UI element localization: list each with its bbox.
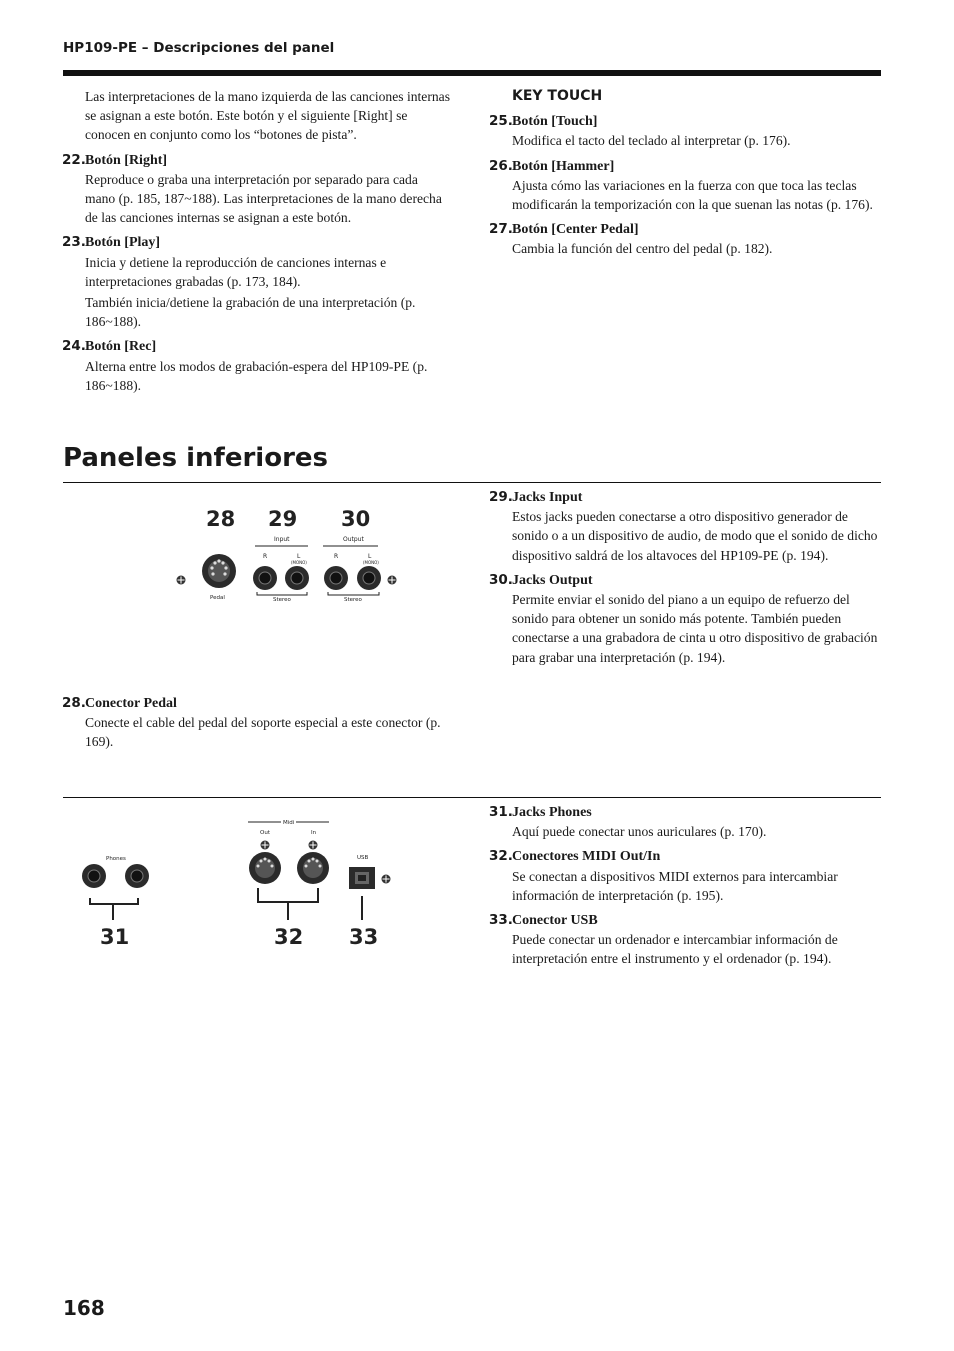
item-text: También inicia/detiene la grabación de una interpretación (p. 186~188). [85, 295, 416, 330]
item-text: Aquí puede conectar unos auriculares (p. 170). [512, 824, 767, 840]
mono-label: (MONO) [363, 560, 379, 565]
item-title: Botón [Center Pedal] [512, 222, 639, 238]
screw-icon [382, 875, 391, 884]
left-column-mid [62, 688, 450, 754]
r-label: R [263, 553, 268, 560]
pedal-connector-icon [202, 554, 236, 588]
item-number: 33. [489, 912, 513, 929]
in-label: In [311, 830, 317, 836]
item-22 [62, 151, 450, 228]
item-29 [489, 488, 880, 565]
key-touch-heading: KEY TOUCH [512, 88, 603, 104]
item-number: 23. [62, 234, 86, 251]
l-label: L [368, 553, 372, 560]
midi-in-connector-icon [297, 852, 329, 884]
output-label: Output [343, 536, 364, 543]
screw-icon [177, 576, 186, 585]
screw-icon [388, 576, 397, 585]
item-28 [62, 694, 450, 752]
callout-33: 33 [349, 925, 379, 949]
item-text: Estos jacks pueden conectarse a otro dispositivo generador de sonido o a un dispositivo de audio, de modo que el sonido de dicho dispositivo saldrá de los altavoces del HP109-PE (p. 194). [512, 509, 878, 563]
right-column-top [489, 87, 880, 261]
item-23 [62, 233, 450, 331]
midi-label: Midi [283, 820, 295, 826]
item-number: 26. [489, 157, 513, 174]
item-number: 28. [62, 695, 86, 711]
item-text: Conecte el cable del pedal del soporte especial a este conector (p. 169). [85, 715, 441, 750]
item-title: Conector USB [512, 913, 598, 929]
pedal-label: Pedal [210, 595, 225, 601]
callout-28: 28 [206, 507, 236, 531]
item-text: Modifica el tacto del teclado al interpretar (p. 176). [512, 133, 791, 149]
item-25 [489, 112, 880, 150]
midi-out-connector-icon [249, 852, 281, 884]
item-number: 22. [62, 151, 86, 168]
section-title: Paneles inferiores [63, 443, 329, 473]
item-number: 31. [489, 804, 513, 820]
output-jack-l-icon [357, 566, 381, 590]
callout-29: 29 [268, 507, 298, 531]
header-rule [63, 70, 881, 76]
right-column-bottom [489, 797, 880, 971]
intro-paragraph: Las interpretaciones de la mano izquierda de las canciones internas se asignan a este botón. Este botón y el siguiente [Right] se conocen en conjunto como los “botones de pista”. [85, 89, 450, 143]
item-text: Ajusta cómo las variaciones en la fuerza con que toca las teclas modificarán la temporización con la que suenan las notas (p. 176). [512, 177, 873, 213]
item-title: Jacks Output [512, 572, 593, 588]
input-jack-r-icon [253, 566, 277, 590]
screw-icon [261, 841, 270, 850]
mono-label: (MONO) [291, 560, 307, 565]
right-column-mid [489, 482, 880, 669]
bottom-panel-diagram-1 [160, 500, 420, 610]
item-text: Se conectan a dispositivos MIDI externos para intercambiar información de interpretación (p. 195). [512, 868, 838, 903]
item-number: 24. [62, 338, 86, 355]
page-number: 168 [63, 1296, 105, 1320]
stereo-label: Stereo [273, 597, 291, 603]
item-text: Alterna entre los modos de grabación-espera del HP109-PE (p. 186~188). [85, 358, 428, 393]
left-column-top [62, 87, 450, 397]
callout-32: 32 [274, 925, 304, 949]
phones-jack-icon [82, 864, 106, 888]
usb-port-icon [349, 867, 375, 889]
item-33 [489, 911, 880, 969]
item-text: Puede conectar un ordenador e intercambiar información de interpretación entre el instrumento y el ordenador (p. 194). [512, 932, 838, 967]
bottom-panel-diagram-2 [70, 812, 410, 952]
l-label: L [297, 553, 301, 560]
r-label: R [334, 553, 339, 560]
input-label: Input [274, 536, 290, 543]
item-number: 29. [489, 489, 513, 505]
item-24 [62, 337, 450, 395]
phones-label: Phones [106, 856, 126, 862]
input-jack-l-icon [285, 566, 309, 590]
item-title: Jacks Phones [512, 805, 592, 820]
callout-31: 31 [100, 925, 130, 949]
item-text: Reproduce o graba una interpretación por separado para cada mano (p. 185, 187~188). Las interpretaciones de la mano derecha de las canciones internas se asignan a este botón. [85, 171, 442, 226]
item-27 [489, 220, 880, 258]
usb-label: USB [357, 855, 369, 861]
item-32 [489, 847, 880, 905]
item-text: Inicia y detiene la reproducción de canciones internas e interpretaciones grabadas (p. 173, 184). [85, 254, 387, 289]
item-26 [489, 157, 880, 215]
item-text: Permite enviar el sonido del piano a un equipo de refuerzo del sonido para obtener un sonido más potente. También pueden conectarse a una grabadora de cinta u otro dispositivo de grabación para grabar una interpretación (p. 194). [512, 592, 878, 665]
item-title: Botón [Play] [85, 235, 161, 251]
item-title: Botón [Touch] [512, 114, 598, 130]
item-title: Conectores MIDI Out/In [512, 849, 661, 865]
item-title: Botón [Rec] [85, 339, 157, 355]
out-label: Out [260, 830, 270, 836]
callout-30: 30 [341, 507, 371, 531]
item-title: Botón [Right] [85, 152, 168, 168]
output-jack-r-icon [324, 566, 348, 590]
item-title: Conector Pedal [85, 696, 177, 711]
item-number: 30. [489, 571, 513, 588]
item-number: 32. [489, 848, 513, 865]
item-number: 27. [489, 221, 513, 238]
item-number: 25. [489, 113, 513, 130]
screw-icon [309, 841, 318, 850]
item-31 [489, 803, 880, 841]
item-30 [489, 571, 880, 667]
item-text: Cambia la función del centro del pedal (p. 182). [512, 241, 773, 257]
item-title: Botón [Hammer] [512, 158, 615, 174]
phones-jack-icon [125, 864, 149, 888]
item-title: Jacks Input [512, 490, 583, 505]
stereo-label: Stereo [344, 597, 362, 603]
running-header: HP109-PE – Descripciones del panel [63, 40, 335, 56]
